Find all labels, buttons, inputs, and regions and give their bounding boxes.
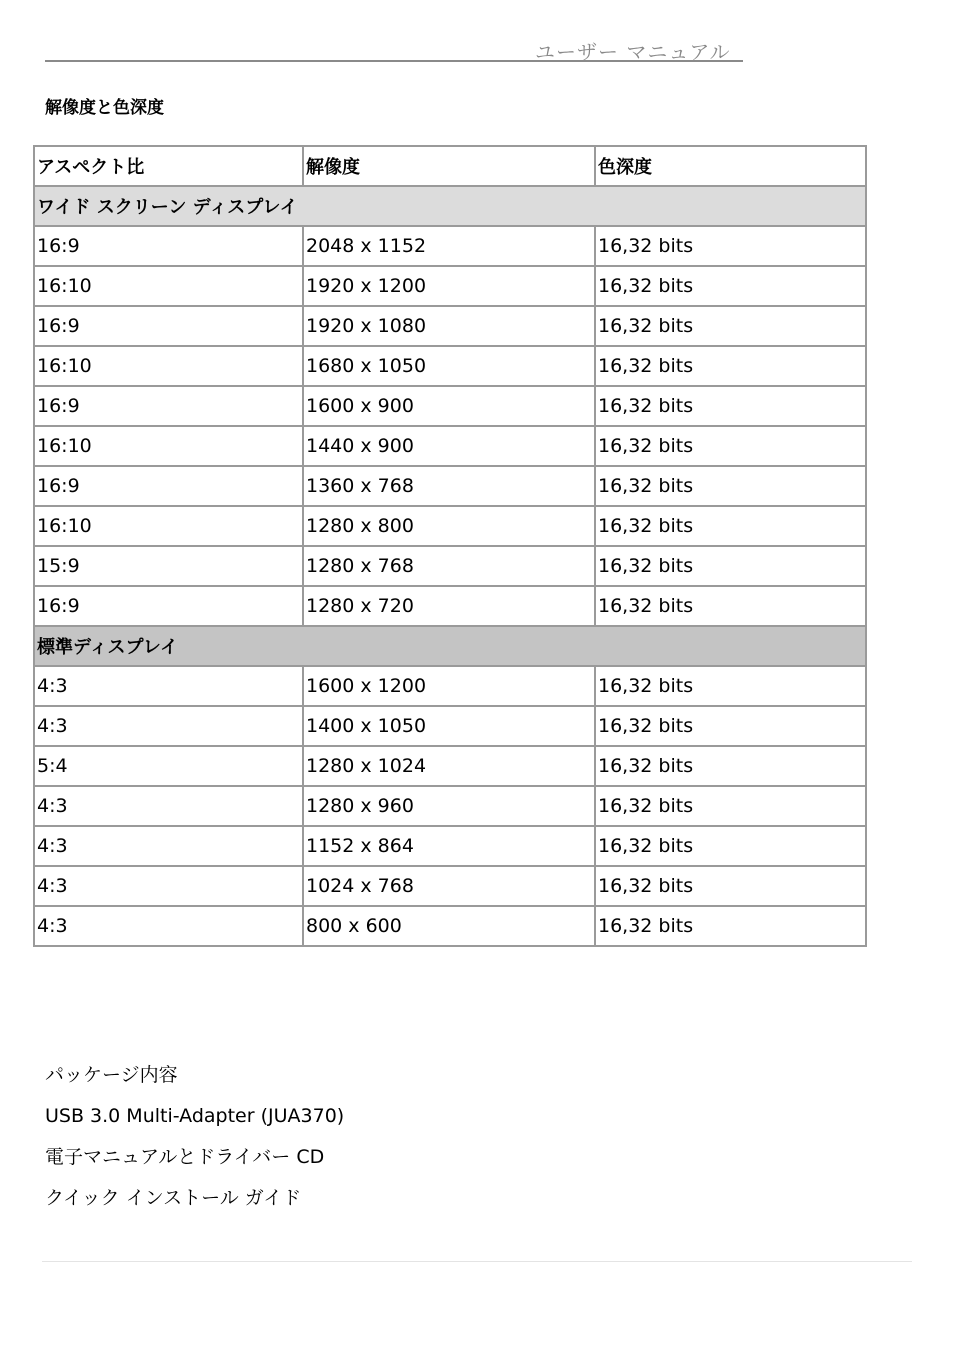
resolution-cell: 1360 x 768	[303, 466, 595, 506]
resolution-cell: 1600 x 900	[303, 386, 595, 426]
group-name: ワイド スクリーン ディスプレイ	[34, 186, 866, 226]
resolution-cell: 1600 x 1200	[303, 666, 595, 706]
table-row	[34, 386, 866, 426]
color-depth-cell: 16,32 bits	[595, 346, 866, 386]
column-header-color-depth: 色深度	[595, 146, 866, 186]
color-depth-cell: 16,32 bits	[595, 386, 866, 426]
color-depth-cell: 16,32 bits	[595, 466, 866, 506]
aspect-ratio-cell: 16:10	[34, 506, 303, 546]
resolution-cell: 1280 x 1024	[303, 746, 595, 786]
footer-rule	[42, 1261, 912, 1262]
aspect-ratio-cell: 4:3	[34, 866, 303, 906]
resolution-cell: 1440 x 900	[303, 426, 595, 466]
aspect-ratio-cell: 4:3	[34, 906, 303, 946]
resolution-cell: 800 x 600	[303, 906, 595, 946]
package-item: クイック インストール ガイド	[45, 1187, 302, 1209]
color-depth-cell: 16,32 bits	[595, 706, 866, 746]
aspect-ratio-cell: 4:3	[34, 706, 303, 746]
table-row	[34, 546, 866, 586]
table-row	[34, 346, 866, 386]
column-header-resolution: 解像度	[303, 146, 595, 186]
group-header-row	[34, 626, 866, 666]
color-depth-cell: 16,32 bits	[595, 506, 866, 546]
aspect-ratio-cell: 16:10	[34, 426, 303, 466]
resolution-cell: 1280 x 960	[303, 786, 595, 826]
resolution-cell: 1680 x 1050	[303, 346, 595, 386]
table-row	[34, 306, 866, 346]
aspect-ratio-cell: 4:3	[34, 826, 303, 866]
table-row	[34, 906, 866, 946]
aspect-ratio-cell: 16:9	[34, 386, 303, 426]
resolution-cell: 2048 x 1152	[303, 226, 595, 266]
color-depth-cell: 16,32 bits	[595, 586, 866, 626]
aspect-ratio-cell: 16:9	[34, 226, 303, 266]
resolution-table-body	[34, 146, 866, 946]
resolution-cell: 1280 x 720	[303, 586, 595, 626]
aspect-ratio-cell: 16:10	[34, 346, 303, 386]
table-row	[34, 226, 866, 266]
color-depth-cell: 16,32 bits	[595, 826, 866, 866]
resolution-cell: 1024 x 768	[303, 866, 595, 906]
resolution-cell: 1920 x 1080	[303, 306, 595, 346]
group-header-row	[34, 186, 866, 226]
resolution-cell: 1400 x 1050	[303, 706, 595, 746]
manual-header-title: ユーザー マニュアル	[535, 40, 731, 64]
table-row	[34, 666, 866, 706]
color-depth-cell: 16,32 bits	[595, 666, 866, 706]
table-row	[34, 746, 866, 786]
color-depth-cell: 16,32 bits	[595, 306, 866, 346]
aspect-ratio-cell: 15:9	[34, 546, 303, 586]
aspect-ratio-cell: 16:9	[34, 306, 303, 346]
table-row	[34, 706, 866, 746]
aspect-ratio-cell: 4:3	[34, 786, 303, 826]
aspect-ratio-cell: 4:3	[34, 666, 303, 706]
aspect-ratio-cell: 5:4	[34, 746, 303, 786]
color-depth-cell: 16,32 bits	[595, 866, 866, 906]
table-header-row	[34, 146, 866, 186]
color-depth-cell: 16,32 bits	[595, 226, 866, 266]
aspect-ratio-cell: 16:9	[34, 466, 303, 506]
package-title: パッケージ内容	[45, 1064, 178, 1086]
aspect-ratio-cell: 16:10	[34, 266, 303, 306]
color-depth-cell: 16,32 bits	[595, 266, 866, 306]
color-depth-cell: 16,32 bits	[595, 906, 866, 946]
resolution-cell: 1280 x 800	[303, 506, 595, 546]
color-depth-cell: 16,32 bits	[595, 746, 866, 786]
aspect-ratio-cell: 16:9	[34, 586, 303, 626]
table-row	[34, 866, 866, 906]
header-rule	[45, 60, 743, 62]
resolution-cell: 1280 x 768	[303, 546, 595, 586]
package-contents	[45, 1060, 344, 1224]
color-depth-cell: 16,32 bits	[595, 786, 866, 826]
resolution-cell: 1152 x 864	[303, 826, 595, 866]
color-depth-cell: 16,32 bits	[595, 426, 866, 466]
table-row	[34, 466, 866, 506]
package-item: USB 3.0 Multi-Adapter (JUA370)	[45, 1105, 345, 1127]
color-depth-cell: 16,32 bits	[595, 546, 866, 586]
resolution-table	[33, 145, 867, 947]
table-row	[34, 426, 866, 466]
section-title: 解像度と色深度	[45, 98, 164, 118]
resolution-cell: 1920 x 1200	[303, 266, 595, 306]
table-row	[34, 786, 866, 826]
column-header-aspect-ratio: アスペクト比	[34, 146, 303, 186]
table-row	[34, 506, 866, 546]
package-item: 電子マニュアルとドライバー CD	[45, 1146, 325, 1168]
table-row	[34, 266, 866, 306]
table-row	[34, 826, 866, 866]
table-row	[34, 586, 866, 626]
group-name: 標準ディスプレイ	[34, 626, 866, 666]
